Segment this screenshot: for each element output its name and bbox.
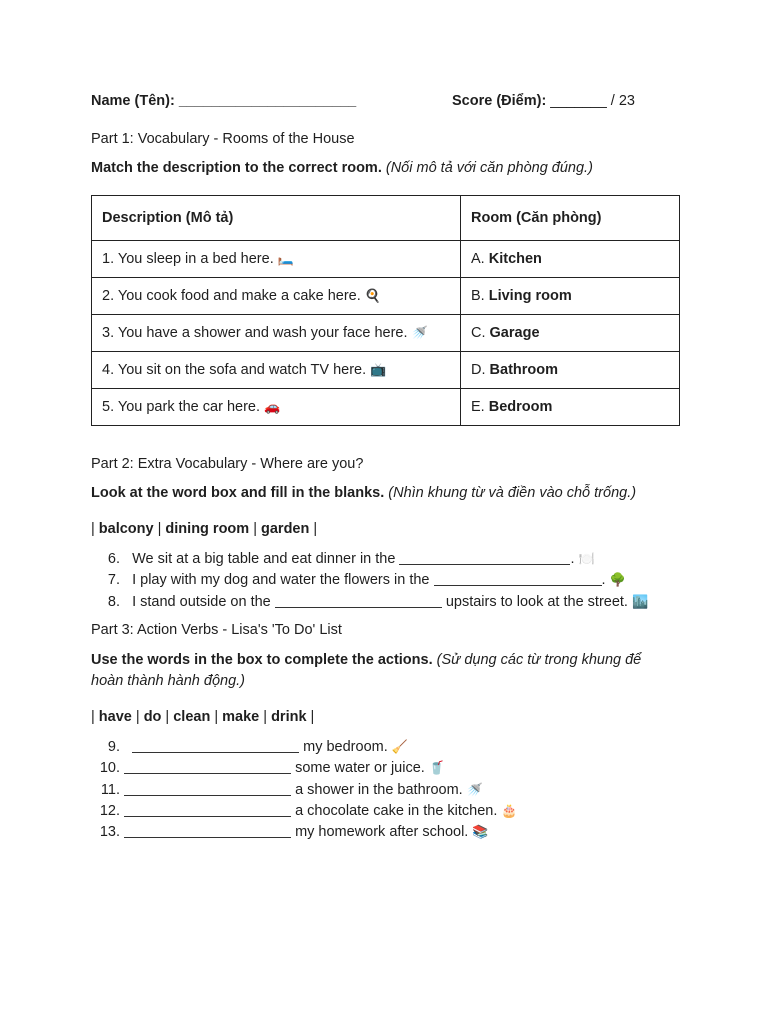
part1-instruction-bold: Match the description to the correct room.: [91, 160, 382, 176]
list-item: [91, 821, 681, 842]
description-text: 1. You sleep in a bed here.: [102, 251, 274, 267]
tree-icon: 🌳: [609, 572, 626, 588]
list-item: [91, 800, 681, 821]
room-name: Living room: [488, 288, 572, 304]
cake-icon: 🎂: [501, 802, 518, 818]
frying-pan-icon: 🍳: [364, 288, 381, 303]
table-header-row: [92, 196, 680, 241]
bed-icon: 🛏️: [277, 251, 294, 266]
cityscape-icon: 🏙️: [631, 593, 649, 609]
item-text: [124, 569, 626, 591]
room-name: Bathroom: [489, 362, 559, 378]
item-number: 8.: [107, 593, 120, 610]
room-letter: A.: [471, 251, 485, 267]
word-box-item: make: [222, 709, 260, 725]
item-number: 7.: [107, 572, 120, 589]
answer-blank[interactable]: [434, 571, 602, 586]
table-row: [92, 241, 680, 278]
item-suffix: .: [601, 572, 606, 589]
answer-blank[interactable]: [275, 593, 442, 608]
list-item: [91, 736, 681, 757]
item-suffix: some water or juice.: [295, 760, 425, 777]
description-cell: [92, 352, 461, 389]
room-letter: E.: [471, 399, 485, 415]
word-box-item: have: [98, 709, 132, 725]
part2-instruction-italic: (Nhìn khung từ và điền vào chỗ trống.): [388, 485, 637, 501]
item-suffix: a chocolate cake in the kitchen.: [295, 802, 498, 819]
part2-instruction: [91, 483, 681, 504]
part2-list: [91, 548, 681, 612]
item-text: [124, 757, 445, 779]
books-icon: 📚: [472, 824, 489, 840]
answer-blank[interactable]: [124, 759, 291, 774]
part3-word-box: | have | do | clean | make | drink |: [91, 709, 315, 725]
part3-list: [91, 736, 681, 842]
table-row: [92, 352, 680, 389]
room-name: Kitchen: [488, 251, 542, 267]
table-row: [92, 389, 680, 426]
item-suffix: my bedroom.: [303, 739, 388, 755]
item-text: [124, 779, 483, 801]
part2-title: Part 2: Extra Vocabulary - Where are you?: [91, 456, 364, 472]
item-number: 13.: [99, 824, 120, 841]
item-number: 9.: [107, 739, 120, 755]
word-box-item: balcony: [98, 521, 154, 537]
answer-blank[interactable]: [399, 550, 570, 565]
item-text: [124, 591, 648, 613]
header-row: [91, 93, 681, 113]
part3-instruction-italic: (Sử dụng các từ trong khung để hoàn thành hành động.): [91, 652, 642, 689]
item-suffix: a shower in the bathroom.: [295, 781, 463, 798]
list-item: [91, 548, 681, 569]
item-prefix: I play with my dog and water the flowers in the: [132, 572, 430, 589]
item-number: 10.: [99, 760, 120, 777]
item-number: 12.: [99, 802, 120, 819]
column-header-room: Room (Căn phòng): [461, 196, 680, 241]
table-row: [92, 315, 680, 352]
room-name: Bedroom: [488, 399, 553, 415]
word-box-item: drink: [271, 709, 307, 725]
description-cell: [92, 241, 461, 278]
score-blank: _______ / 23: [546, 93, 635, 109]
room-cell: [461, 389, 680, 426]
table-row: [92, 278, 680, 315]
score-field[interactable]: [452, 93, 635, 109]
part3-title: Part 3: Action Verbs - Lisa's 'To Do' List: [91, 622, 342, 638]
description-text: 5. You park the car here.: [102, 399, 260, 415]
room-letter: D.: [471, 362, 486, 378]
room-cell: [461, 352, 680, 389]
shower-icon: 🚿: [411, 325, 428, 340]
television-icon: 📺: [370, 362, 387, 377]
item-number: 6.: [107, 551, 120, 567]
list-item: [91, 569, 681, 590]
room-cell: [461, 278, 680, 315]
item-suffix: my homework after school.: [295, 824, 469, 841]
room-letter: B.: [471, 288, 485, 304]
part3-instruction: [91, 650, 676, 692]
part1-instruction: [91, 158, 681, 179]
item-suffix: .: [570, 551, 575, 567]
item-prefix: I stand outside on the: [132, 593, 271, 610]
car-icon: 🚗: [264, 399, 281, 414]
part2-instruction-bold: Look at the word box and fill in the blanks.: [91, 485, 385, 501]
item-text: [124, 548, 595, 570]
list-item: [91, 779, 681, 800]
column-header-description: Description (Mô tả): [92, 196, 461, 241]
word-box-item: clean: [173, 709, 211, 725]
list-item: [91, 757, 681, 778]
name-field[interactable]: Name (Tên): ______________________: [91, 93, 357, 109]
room-cell: [461, 241, 680, 278]
part1-title: Part 1: Vocabulary - Rooms of the House: [91, 131, 355, 147]
score-label: Score (Điểm):: [452, 93, 547, 109]
room-name: Garage: [489, 325, 540, 341]
item-text: [124, 821, 488, 843]
list-item: [91, 591, 681, 612]
answer-blank[interactable]: [124, 823, 291, 838]
shower-icon: 🚿: [466, 781, 483, 797]
word-box-item: do: [143, 709, 162, 725]
description-text: 2. You cook food and make a cake here.: [102, 288, 361, 304]
description-text: 4. You sit on the sofa and watch TV here.: [102, 362, 367, 378]
description-cell: [92, 315, 461, 352]
item-text: [124, 736, 408, 758]
room-letter: C.: [471, 325, 486, 341]
broom-icon: 🧹: [391, 739, 408, 754]
matching-table: [91, 195, 680, 426]
part3-instruction-bold: Use the words in the box to complete the actions.: [91, 652, 433, 668]
answer-blank[interactable]: [132, 738, 299, 753]
item-suffix: upstairs to look at the street.: [445, 593, 628, 610]
answer-blank[interactable]: [124, 781, 291, 796]
word-box-item: garden: [261, 521, 310, 537]
cup-icon: 🥤: [428, 760, 445, 776]
item-prefix: We sit at a big table and eat dinner in the: [132, 551, 396, 567]
part2-word-box: | balcony | dining room | garden |: [91, 521, 318, 537]
item-text: [124, 800, 518, 822]
answer-blank[interactable]: [124, 802, 291, 817]
description-cell: [92, 389, 461, 426]
plate-icon: 🍽️: [578, 551, 595, 566]
word-box-item: dining room: [165, 521, 250, 537]
item-number: 11.: [100, 781, 120, 798]
description-cell: [92, 278, 461, 315]
room-cell: [461, 315, 680, 352]
description-text: 3. You have a shower and wash your face here.: [102, 325, 408, 341]
part1-instruction-italic: (Nối mô tả với căn phòng đúng.): [385, 160, 593, 176]
